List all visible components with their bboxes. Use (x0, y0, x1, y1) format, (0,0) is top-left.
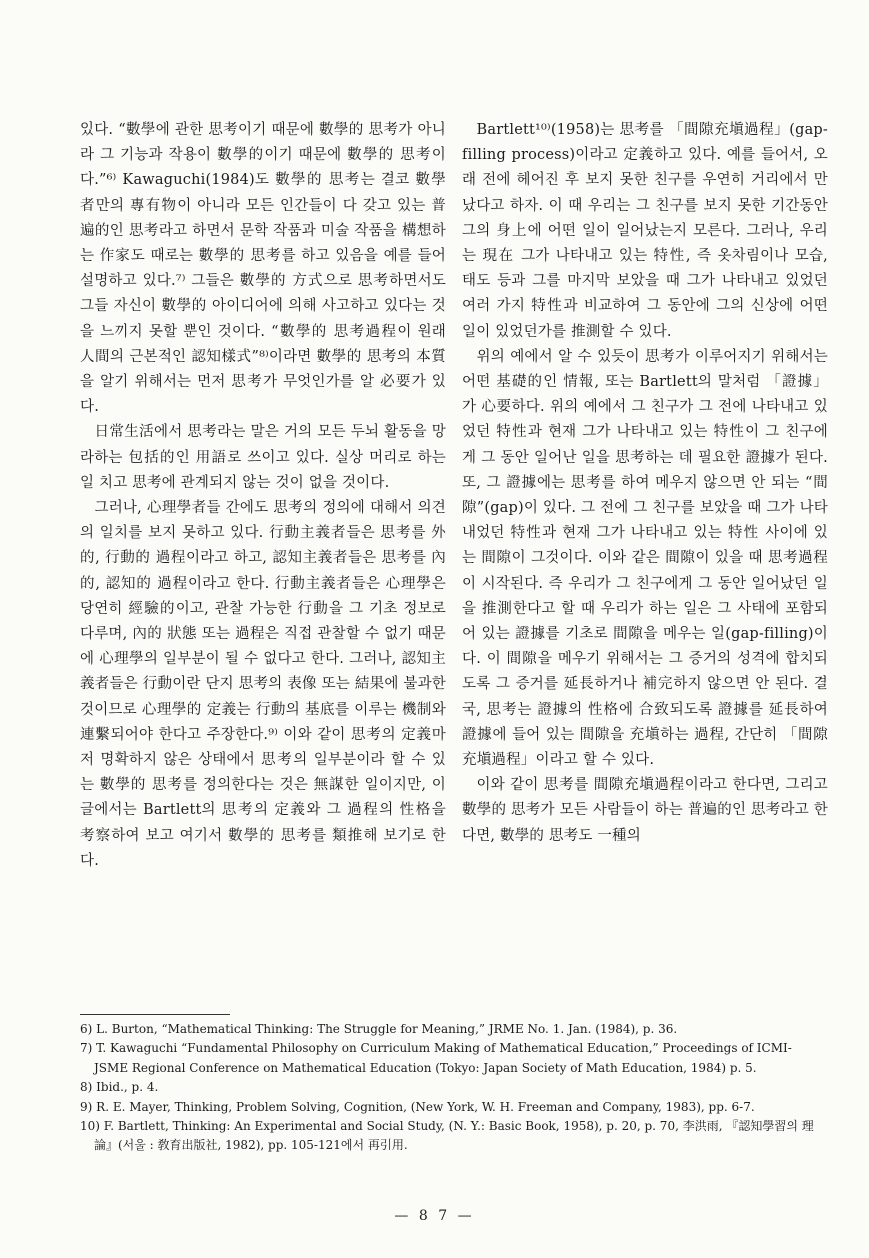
footnote-text: T. Kawaguchi “Fundamental Philosophy on Curriculum Making of Mathematical Education,” Proceedings of ICMI-JSME Regional Conference on Mathematical Education (Tokyo: Japan Society of Math Education, 1984) p. 5. (94, 1041, 792, 1075)
footnote-7 (80, 1039, 815, 1078)
footnote-number: 8) (80, 1080, 93, 1095)
left-paragraph-1: 있다. “數學에 관한 思考이기 때문에 數學的 思考가 아니라 그 기능과 작용이 數學的이기 때문에 數學的 思考이다.”⁶⁾ Kawaguchi(1984)도 數學的 思考는 결코 數學者만의 專有物이 아니라 모든 인간들이 다 갖고 있는 普遍的인 思考라고 하면서 문학 작품과 미술 작품을 構想하는 作家도 때로는 數學的 思考를 하고 있음을 예를 들어 설명하고 있다.⁷⁾ 그들은 數學的 方式으로 思考하면서도 그들 자신이 數學的 아이디어에 의해 사고하고 있다는 것을 느끼지 못할 뿐인 것이다. “數學的 思考過程이 원래 人間의 근본적인 認知樣式”⁸⁾이라면 數學的 思考의 本質을 알기 위해서는 먼저 思考가 무엇인가를 알 必要가 있다. (80, 122, 446, 416)
footnote-text: R. E. Mayer, Thinking, Problem Solving, Cognition, (New York, W. H. Freeman and Company, 1983), pp. 6-7. (96, 1099, 755, 1114)
footnote-text: F. Bartlett, Thinking: An Experimental and Social Study, (N. Y.: Basic Book, 1958), p. 20, p. 70, 李洪雨, 『認知學習의 理論』(서울 : 敎育出版社, 1982), pp. 105-121에서 再引用. (94, 1119, 814, 1153)
footnote-6 (80, 1020, 815, 1039)
left-column (80, 118, 446, 874)
right-column (462, 118, 828, 849)
footnote-8 (80, 1078, 815, 1097)
footnote-number: 6) (80, 1022, 93, 1036)
right-paragraph-2: 위의 예에서 알 수 있듯이 思考가 이루어지기 위해서는 어떤 基礎的인 情報, 또는 Bartlett의 말처럼 「證據」가 心要하다. 위의 예에서 그 친구가 그 전에 나타내고 있었던 特性과 현재 그가 나타내고 있는 特性이 그 친구에게 그 동안 일어난 일을 思考하는 데 필요한 證據가 된다. 또, 그 證據에는 思考를 하여 메우지 않으면 안 되는 “間隙”(gap)이 있다. 그 전에 그 친구를 보았을 때 그가 나타내었던 特性과 현재 그가 나타내고 있는 特性 사이에 있는 間隙이 그것이다. 이와 같은 間隙이 있을 때 思考過程이 시작된다. 즉 우리가 그 친구에게 그 동안 일어났던 일을 推測한다고 할 때 우리가 하는 일은 그 사태에 포함되어 있는 證據를 기초로 間隙을 메우는 일(gap-filling)이다. 이 間隙을 메우기 위해서는 그 증거의 성격에 합치되도록 그 증거를 延長하거나 補完하지 않으면 안 된다. 결국, 思考는 證據의 性格에 合致되도록 證據를 延長하여 證據에 들어 있는 間隙을 充塡하는 過程, 간단히 「間隙充塡過程」이라고 할 수 있다. (462, 348, 828, 769)
footnote-number: 10) (80, 1119, 100, 1134)
page-number: — 8 7 — (394, 1208, 475, 1224)
right-paragraph-3: 이와 같이 思考를 間隙充塡過程이라고 한다면, 그리고 數學的 思考가 모든 사람들이 하는 普遍的인 思考라고 한다면, 數學的 思考도 一種의 (462, 777, 828, 844)
footnote-10 (80, 1117, 815, 1156)
footnote-text: Ibid., p. 4. (96, 1080, 159, 1095)
right-paragraph-1: Bartlett¹⁰⁾(1958)는 思考를 「間隙充塡過程」(gap-filling process)이라고 定義하고 있다. 예를 들어서, 오래 전에 헤어진 후 보지 못한 친구를 우연히 거리에서 만났다고 하자. 이 때 우리는 그 친구를 보지 못한 기간동안 그의 身上에 어떤 일이 일어났는지 모른다. 그러나, 우리는 現在 그가 나타내고 있는 特性, 즉 옷차림이나 모습, 태도 등과 그를 마지막 보았을 때 그가 나타내고 있었던 여러 가지 特性과 비교하여 그 동안에 그의 신상에 어떤 일이 있었던가를 推測할 수 있다. (462, 122, 828, 340)
footnote-divider (80, 1014, 230, 1015)
left-paragraph-3: 그러나, 心理學者들 간에도 思考의 정의에 대해서 의견의 일치를 보지 못하고 있다. 行動主義者들은 思考를 外的, 行動的 過程이라고 하고, 認知主義者들은 思考를 內的, 認知的 過程이라고 한다. 行動主義者들은 心理學은 당연히 經驗的이고, 관찰 가능한 行動을 그 기초 정보로 다루며, 內的 狀態 또는 過程은 직접 관찰할 수 없기 때문에 心理學의 일부분이 될 수 없다고 한다. 그러나, 認知主義者들은 行動이란 단지 思考의 表像 또는 結果에 불과한 것이므로 心理學的 定義는 行動의 基底를 이루는 機制와 連繫되어야 한다고 주장한다.⁹⁾ 이와 같이 思考의 定義마저 명확하지 않은 상태에서 思考의 일부분이라 할 수 있는 數學的 思考를 정의한다는 것은 無謀한 일이지만, 이 글에서는 Bartlett의 思考의 定義와 그 過程의 性格을 考察하여 보고 여기서 數學的 思考를 類推해 보기로 한다. (80, 500, 446, 869)
footnotes (80, 1020, 815, 1156)
footnote-9 (80, 1098, 815, 1117)
footnote-number: 7) (80, 1041, 93, 1056)
footnote-number: 9) (80, 1099, 93, 1114)
left-paragraph-2: 日常生活에서 思考라는 말은 거의 모든 두뇌 활동을 망라하는 包括的인 用語로 쓰이고 있다. 실상 머리로 하는 일 치고 思考에 관계되지 않는 것이 없을 것이다. (80, 424, 446, 491)
footnote-text: L. Burton, “Mathematical Thinking: The Struggle for Meaning,” JRME No. 1. Jan. (1984), p. 36. (96, 1022, 678, 1036)
